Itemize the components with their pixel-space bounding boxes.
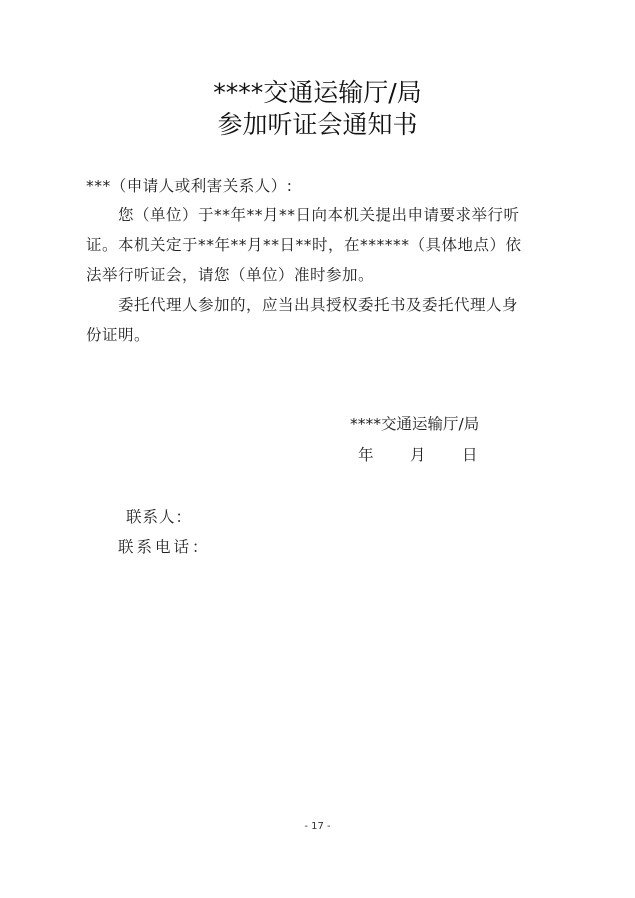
body-line-5: 份证明。 — [86, 326, 151, 344]
signature-organization: ****交通运输厅/局 — [350, 415, 480, 433]
document-title-line-2: 参加听证会通知书 — [217, 110, 418, 139]
document-title-line-1: ****交通运输厅/局 — [213, 78, 422, 107]
body-line-1: 您（单位）于**年**月**日向本机关提出申请要求举行听 — [118, 206, 520, 224]
contact-person-label: 联系人： — [126, 508, 193, 526]
page-number: - 17 - — [304, 821, 331, 832]
date-year-label: 年 — [358, 446, 374, 464]
contact-phone-label: 联系电话： — [118, 538, 211, 556]
body-line-4: 委托代理人参加的，应当出具授权委托书及委托代理人身 — [118, 296, 519, 314]
addressee: ***（申请人或利害关系人）: — [86, 177, 293, 195]
date-month-label: 月 — [410, 446, 426, 464]
body-line-3: 法举行听证会，请您（单位）准时参加。 — [86, 266, 375, 284]
date-day-label: 日 — [462, 446, 478, 464]
signature-date — [358, 440, 478, 470]
body-line-2: 证。本机关定于**年**月**日**时，在******（具体地点）依 — [86, 236, 522, 254]
